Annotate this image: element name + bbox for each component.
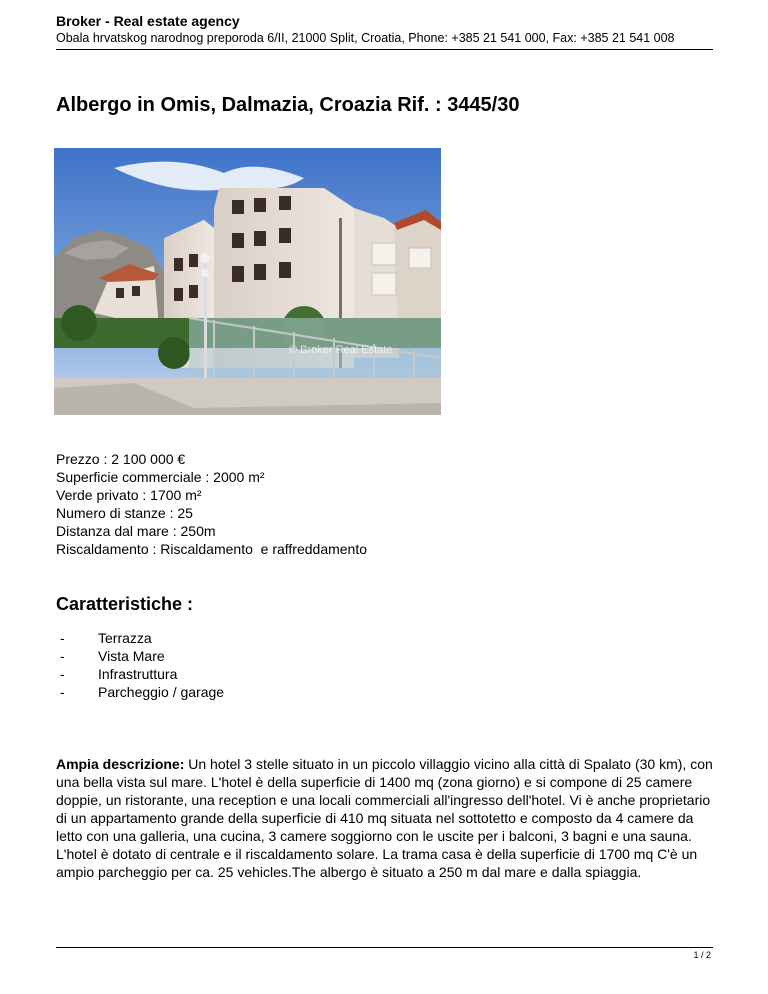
rooms-row: Numero di stanze : 25 bbox=[56, 505, 193, 521]
listing-title: Albergo in Omis, Dalmazia, Croazia Rif. : 3445/30 bbox=[56, 94, 520, 116]
description-text: Un hotel 3 stelle situato in un piccolo villaggio vicino alla città di Spalato (30 km), con una bella vista sul mare. L'hotel è della superficie di 1400 mq (zona giorno) e si compone di 25 camere doppie, un ristorante, una reception e una locali commerciali all'ingresso dell'hotel. Vi è anche proprietario di un appartamento grande della superficie di 410 mq situata nel sottotetto e composto da 4 camere da letto con una galleria, una cucina, 3 camere soggiorno con le uscite per i balconi, 3 bagni e una sauna. L'hotel è dotato di centrale e il riscaldamento solare. La trama casa è della superficie di 1700 mq C'è un ampio parcheggio per ca. 25 vehicles.The albergo è situato a 250 m dal mare e dalla spiaggia. bbox=[56, 756, 713, 880]
distance-to-sea-row: Distanza dal mare : 250m bbox=[56, 523, 216, 539]
feature-item: - Parcheggio / garage bbox=[60, 684, 225, 700]
company-name: Broker - Real estate agency bbox=[56, 13, 240, 29]
features-list bbox=[60, 629, 224, 701]
feature-item: - Vista Mare bbox=[60, 648, 165, 664]
commercial-area-row: Superficie commerciale : 2000 m² bbox=[56, 469, 265, 485]
header-divider bbox=[56, 49, 713, 50]
hotel-photo bbox=[54, 148, 441, 415]
footer-divider bbox=[56, 947, 713, 948]
feature-item: - Terrazza bbox=[60, 630, 152, 646]
property-specs bbox=[56, 450, 367, 558]
heating-row: Riscaldamento : Riscaldamento e raffreddamento bbox=[56, 541, 368, 557]
features-heading: Caratteristiche : bbox=[56, 594, 194, 614]
description-label: Ampia descrizione: bbox=[56, 756, 185, 772]
private-garden-row: Verde privato : 1700 m² bbox=[56, 487, 202, 503]
company-address: Obala hrvatskog narodnog preporoda 6/II, 21000 Split, Croatia, Phone: +385 21 541 000, Fax: +385 21 541 008 bbox=[56, 31, 675, 45]
description bbox=[56, 755, 721, 881]
photo-watermark: © Broker Real Estate bbox=[289, 344, 393, 356]
document-header bbox=[56, 13, 713, 46]
price-row: Prezzo : 2 100 000 € bbox=[56, 451, 186, 467]
page-number: 1 / 2 bbox=[693, 950, 711, 960]
feature-item: - Infrastruttura bbox=[60, 666, 178, 682]
